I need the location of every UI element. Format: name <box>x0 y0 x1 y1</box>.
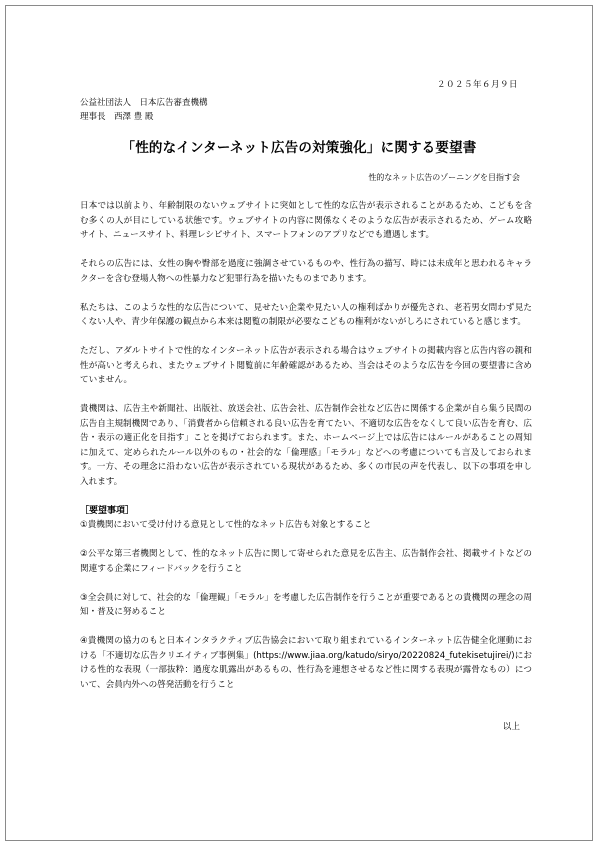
body-paragraph: ただし、アダルトサイトで性的なインターネット広告が表示される場合はウェブサイトの掲載内容と広告内容の親和性が高いと考えられ、またウェブサイト閲覧前に年齢確認があるため、当会はそのような広告を今回の要望書に含めていません。 <box>80 346 532 385</box>
requests-heading: ［要望事項］ <box>80 505 135 516</box>
request-item: ②公平な第三者機関として、性的なネット広告に関して寄せられた意見を広告主、広告制作会社、掲載サイトなどの関連する企業にフィードバックを行うこと <box>80 549 532 574</box>
body-paragraph: 貴機関は、広告主や新聞社、出版社、放送会社、広告会社、広告制作会社など広告に関係する企業が自ら集う民間の広告自主規制機関であり、「消費者から信頼される良い広告を育てたい、不適切な広告をなくして良い広告を育む、広告・表示の適正化を目指す」ことを掲げておられます。また、ホームページ上では広告にはルールがあることの周知に加えて、定められたルール以外のもの・社会的な「倫理感」「モラル」などへの考慮についても言及しておられます。一方、その理念に沿わない広告が表示されている現状があるため、多くの市民の声を代表し、以下の事項を申し入れます。 <box>80 404 532 487</box>
body-paragraph: それらの広告には、女性の胸や臀部を過度に強調させているものや、性行為の描写、時には未成年と思われるキャラクターを含む登場人物への性暴力など犯罪行為を描いたものまであります。 <box>80 259 532 284</box>
sender-name: 性的なネット広告のゾーニングを目指す会 <box>368 173 520 182</box>
document-date: ２０２５年６月９日 <box>436 80 518 90</box>
body-paragraph: 私たちは、このような性的な広告について、見せたい企業や見たい人の権利ばかりが優先され、老若男女問わず見たくない人や、青少年保護の観点から本来は閲覧の制限が必要なこどもの権利がないがしろにされていると感じます。 <box>80 302 532 327</box>
request-item: ④貴機関の協力のもと日本インタラクティブ広告協会において取り組まれているインターネット広告健全化運動における「不適切な広告クリエイティブ事例集」(https://www.jiaa.org/katudo/siryo/20220824_futekisetujirei/)における性的な表現（一部抜粋：過度な肌露出があるもの、性行為を連想させるなど性に関する表現が露骨なもの）について、会員内外への啓発活動を行うこと <box>80 636 532 690</box>
document-title: 「性的なインターネット広告の対策強化」に関する要望書 <box>121 140 477 156</box>
document-page <box>5 5 593 841</box>
request-item: ①貴機関において受け付ける意見として性的なネット広告も対象とすること <box>80 520 372 530</box>
body-paragraph: 日本では以前より、年齢制限のないウェブサイトに突如として性的な広告が表示されることがあるため、こどもを含む多くの人が目にしている状態です。ウェブサイトの内容に関係なくそのような広告が表示されるため、ゲーム攻略サイト、ニュースサイト、料理レシピサイト、スマートフォンのアプリなどでも遭遇します。 <box>80 201 532 240</box>
document-body <box>80 199 532 707</box>
recipient-name: 理事長 西澤 豊 殿 <box>80 112 154 122</box>
request-item: ③全会員に対して、社会的な「倫理観」「モラル」を考慮した広告制作を行うことが重要であるとの貴機関の理念の周知・普及に努めること <box>80 592 532 617</box>
closing-mark: 以上 <box>502 722 520 732</box>
recipient-organization: 公益社団法人 日本広告審査機構 <box>80 98 208 108</box>
recipient-block <box>80 96 208 124</box>
